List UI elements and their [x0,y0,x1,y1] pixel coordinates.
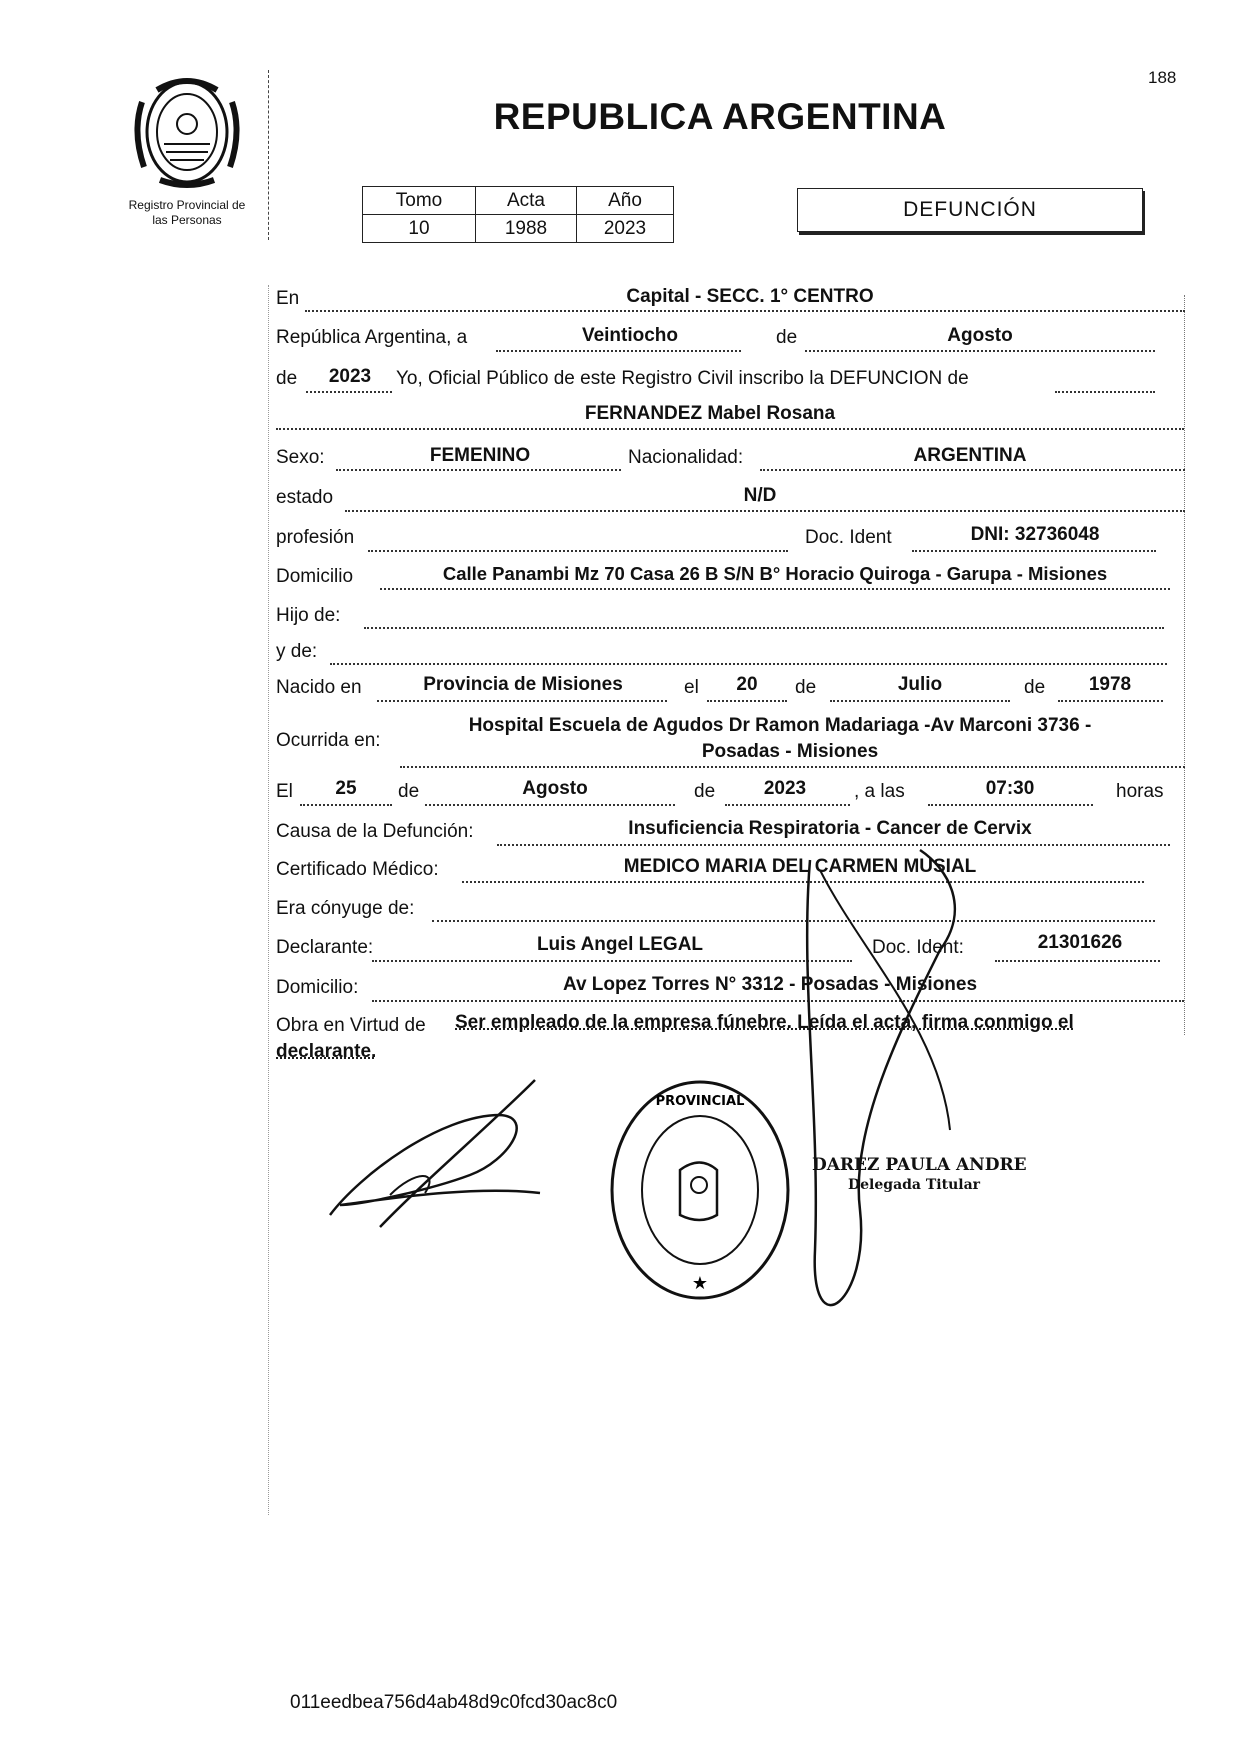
page-number: 188 [1148,68,1177,87]
inscribe-line [1055,391,1155,393]
day-words-value: Veintiocho [581,325,679,346]
ocurrida-label: Ocurrida en: [276,730,381,751]
document-title: REPUBLICA ARGENTINA [493,96,947,137]
estado-value: N/D [743,485,777,506]
certificado-value: MEDICO MARIA DEL CARMEN MUSIAL [623,856,977,877]
alas-label: , a las [854,781,905,802]
de-label-2: de [276,368,298,389]
death-year-value: 2023 [763,778,807,799]
domicilio-line [380,588,1170,590]
hijo-label: Hijo de: [276,605,341,626]
registry-caption-line1: Registro Provincial de [128,198,246,212]
death-time-value: 07:30 [985,778,1035,799]
nacionalidad-value: ARGENTINA [913,445,1027,466]
causa-value: Insuficiencia Respiratoria - Cancer de Cervix [628,818,1032,839]
officer-role: Delegada Titular [848,1177,981,1193]
name-line [276,428,1184,430]
ocurrida-line2: Posadas - Misiones [701,741,879,762]
nacionalidad-line [760,469,1185,471]
declarante-label: Declarante: [276,937,374,958]
birth-month-value: Julio [897,674,943,695]
conyuge-label: Era cónyuge de: [276,898,415,919]
left-margin-marks [268,70,271,240]
doc-ident2-label: Doc. Ident: [872,937,964,958]
nacionalidad-label: Nacionalidad: [628,447,744,468]
birth-year-line [1058,700,1163,702]
ano-header: Año [577,187,674,215]
yde-label: y de: [276,641,318,662]
deceased-name-value: FERNANDEZ Mabel Rosana [584,403,836,424]
provincial-seal-logo [122,72,252,192]
registry-caption-line2: las Personas [152,213,222,227]
birth-day-value: 20 [736,674,758,695]
birth-year-value: 1978 [1088,674,1132,695]
domicilio-label: Domicilio [276,566,354,587]
domicilio-value: Calle Panambi Mz 70 Casa 26 B S/N B° Horacio Quiroga - Garupa - Misiones [442,563,1108,584]
acta-header: Acta [476,187,577,215]
death-day-value: 25 [335,778,357,799]
de-label-1: de [776,327,798,348]
ocurrida-line [400,766,1185,768]
officer-signature [780,830,980,1350]
republica-label: República Argentina, a [276,327,468,348]
declarante-value: Luis Angel LEGAL [536,934,704,955]
birth-day-line [707,700,787,702]
obra-line2: declarante. [276,1041,377,1062]
nacido-label: Nacido en [276,677,362,698]
tomo-header: Tomo [363,187,476,215]
acta-value: 1988 [476,215,577,243]
registry-caption [96,198,278,228]
death-month-line [425,804,675,806]
birth-month-line [830,700,1010,702]
profesion-label: profesión [276,527,355,548]
document-type-box: DEFUNCIÓN [797,188,1143,232]
doc-ident-line [912,550,1156,552]
sexo-value: FEMENINO [429,445,531,466]
domicilio2-line [372,1000,1184,1002]
doc-ident2-line [995,960,1160,962]
doc-ident-label: Doc. Ident [805,527,892,548]
declarant-signature [320,1075,560,1235]
year-value: 2023 [328,366,372,387]
hijo-line [364,627,1164,629]
yde-line [330,663,1167,665]
year-line [306,391,392,393]
month-value: Agosto [947,325,1013,346]
de-label-5: de [398,781,420,802]
document-hash: 011eedbea756d4ab48d9c0fcd30ac8c0 [290,1692,618,1713]
El-label: El [276,781,293,802]
de-label-6: de [694,781,716,802]
officer-name: DAREZ PAULA ANDRE [812,1155,1027,1175]
death-day-line [300,804,392,806]
ano-value: 2023 [577,215,674,243]
svg-text:★: ★ [691,1273,709,1294]
obra-line1: Ser empleado de la empresa fúnebre. Leída el acta, firma conmigo el [455,1012,1074,1033]
death-time-line [928,804,1093,806]
svg-text:PROVINCIAL: PROVINCIAL [655,1094,745,1109]
nacido-line [377,700,667,702]
left-margin-marks-lower [268,285,271,1515]
de-label-3: de [795,677,817,698]
nacido-value: Provincia de Misiones [423,674,623,695]
el-label: el [684,677,699,698]
profesion-line [368,550,788,552]
death-year-line [725,804,850,806]
ocurrida-line1: Hospital Escuela de Agudos Dr Ramon Madariaga -Av Marconi 3736 - [468,715,1092,736]
causa-label: Causa de la Defunción: [276,821,474,842]
de-label-4: de [1024,677,1046,698]
place-value: Capital - SECC. 1° CENTRO [626,286,874,307]
sexo-line [336,469,621,471]
sexo-label: Sexo: [276,447,325,468]
inscribe-text: Yo, Oficial Público de este Registro Civil inscribo la DEFUNCION de [396,368,969,389]
doc-ident2-value: 21301626 [1037,932,1123,953]
month-line [805,350,1155,352]
obra-label: Obra en Virtud de [276,1015,426,1036]
en-label: En [276,288,300,309]
registry-stamp [605,1075,795,1305]
en-line [305,310,1185,312]
tomo-value: 10 [363,215,476,243]
domicilio2-label: Domicilio: [276,977,359,998]
death-month-value: Agosto [522,778,588,799]
record-table [362,186,674,243]
right-margin-marks [1184,295,1187,1035]
certificado-label: Certificado Médico: [276,859,439,880]
horas-label: horas [1116,781,1164,802]
domicilio2-value: Av Lopez Torres N° 3312 - Posadas - Misiones [562,974,978,995]
estado-label: estado [276,487,334,508]
doc-ident-value: DNI: 32736048 [970,524,1100,545]
day-line [496,350,741,352]
estado-line [345,510,1185,512]
